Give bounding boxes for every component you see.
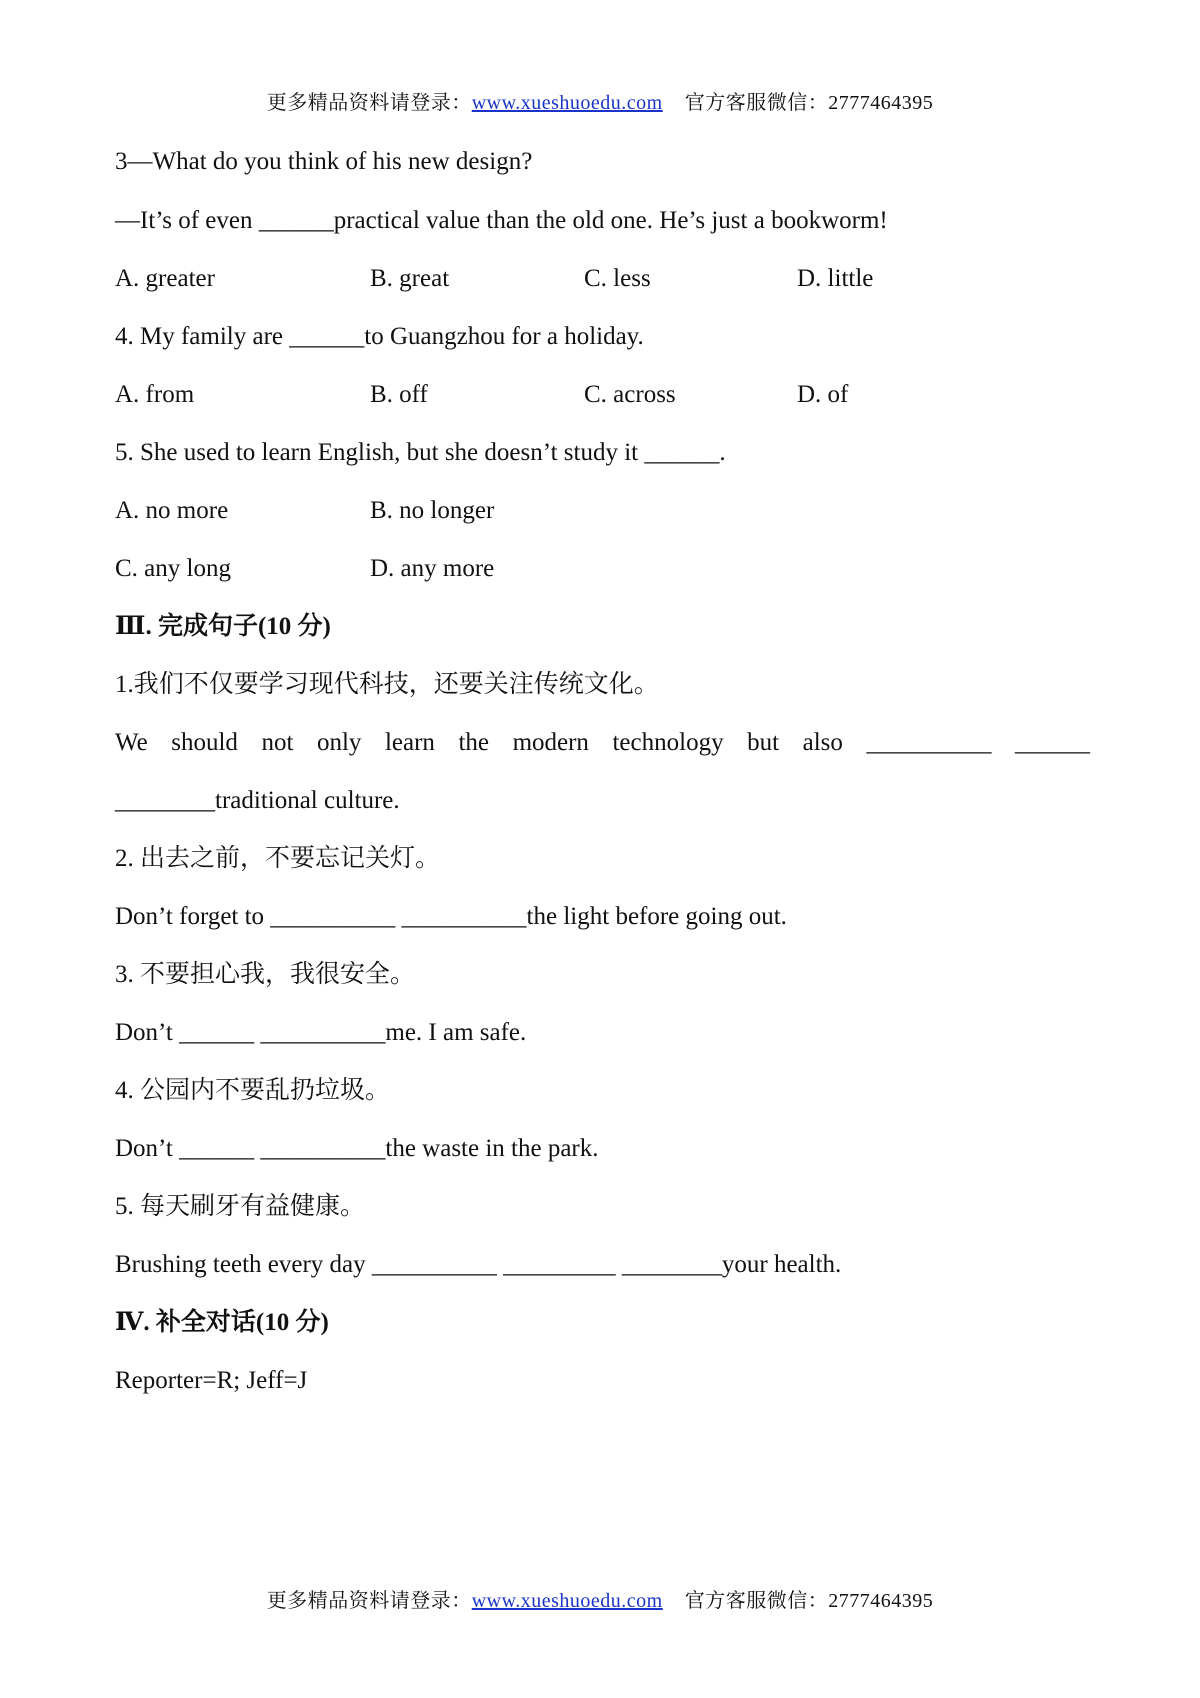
s3-item3-chinese: 3. 不要担心我，我很安全。	[115, 961, 416, 988]
q5-option-b: B. no longer	[370, 497, 495, 524]
s3-item4-chinese: 4. 公园内不要乱扔垃圾。	[115, 1077, 391, 1104]
s3-item4-english: Don’t ______ __________the waste in the park.	[115, 1135, 599, 1162]
header-site-link[interactable]: www.xueshuoedu.com	[471, 92, 663, 114]
q3-question: 3—What do you think of his new design?	[115, 148, 533, 175]
footer-promo-text: 更多精品资料请登录：	[266, 1590, 472, 1612]
q3-option-a: A. greater	[115, 265, 215, 292]
q3-option-d: D. little	[797, 265, 874, 292]
s3-item5-english: Brushing teeth every day __________ _________ ________your health.	[115, 1251, 842, 1278]
footer-wechat-text: 官方客服微信：2777464395	[684, 1590, 934, 1612]
s3-item1-english-line2: ________traditional culture.	[115, 787, 400, 814]
q5-option-d: D. any more	[370, 555, 495, 582]
q4-option-c: C. across	[584, 381, 676, 408]
q5-option-a: A. no more	[115, 497, 229, 524]
s3-item1-english-line1: We should not only learn the modern technology but also __________ ______	[115, 729, 1090, 756]
header-promo-text: 更多精品资料请登录：	[266, 92, 472, 114]
header-wechat-text: 官方客服微信：2777464395	[684, 92, 934, 114]
q3-option-b: B. great	[370, 265, 450, 292]
q4-option-b: B. off	[370, 381, 428, 408]
s4-roles: Reporter=R; Jeff=J	[115, 1367, 308, 1394]
footer-site-link[interactable]: www.xueshuoedu.com	[471, 1590, 663, 1612]
q4-option-a: A. from	[115, 381, 195, 408]
page-header	[0, 86, 1200, 115]
s3-item3-english: Don’t ______ __________me. I am safe.	[115, 1019, 527, 1046]
section-3-title: Ⅲ. 完成句子(10 分)	[115, 613, 331, 640]
q3-option-c: C. less	[584, 265, 651, 292]
s3-item2-english: Don’t forget to __________ __________the light before going out.	[115, 903, 787, 930]
section-4-title: Ⅳ. 补全对话(10 分)	[115, 1309, 329, 1336]
q4-question: 4. My family are ______to Guangzhou for a holiday.	[115, 323, 644, 350]
s3-item1-chinese: 1.我们不仅要学习现代科技，还要关注传统文化。	[115, 671, 659, 698]
s3-item2-chinese: 2. 出去之前，不要忘记关灯。	[115, 845, 441, 872]
q3-answer-prompt: —It’s of even ______practical value than the old one. He’s just a bookworm!	[115, 207, 888, 234]
s3-item5-chinese: 5. 每天刷牙有益健康。	[115, 1193, 366, 1220]
q5-question: 5. She used to learn English, but she doesn’t study it ______.	[115, 439, 726, 466]
q5-option-c: C. any long	[115, 555, 231, 582]
q4-option-d: D. of	[797, 381, 849, 408]
page-footer	[0, 1584, 1200, 1613]
